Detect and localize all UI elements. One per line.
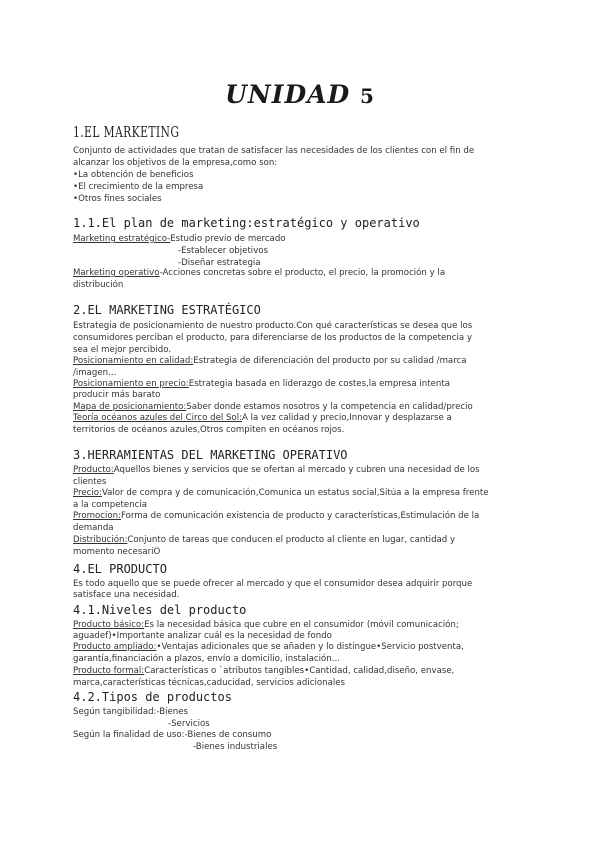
text-line: a la competencia — [73, 500, 147, 510]
text-line — [73, 234, 286, 245]
title-number: 5 — [359, 84, 375, 108]
section-heading-estrategico: 2.EL MARKETING ESTRATÉGICO — [73, 303, 261, 317]
bullet-item: •El crecimiento de la empresa — [73, 182, 204, 192]
bullet-item: •Otros fines sociales — [73, 194, 162, 204]
text-line: Según la finalidad de uso:-Bienes de consumo — [73, 730, 272, 740]
text-line: Conjunto de actividades que tratan de satisfacer las necesidades de los clientes con el fin de — [73, 146, 475, 156]
term-label: Marketing operativo — [73, 268, 160, 278]
definition-text: Saber donde estamos nosotros y la competencia en calidad/precio — [186, 402, 473, 412]
section-heading-tipos: 4.2.Tipos de productos — [73, 690, 232, 704]
text-line — [73, 465, 480, 476]
term-label: Mapa de posicionamiento: — [73, 402, 187, 412]
definition-text: Estrategia de diferenciación del producto por su calidad /marca — [193, 356, 467, 366]
text-line: /imagen... — [73, 368, 117, 378]
definition-text: Valor de compra y de comunicación,Comunica un estatus social,Sitúa a la empresa frente — [101, 488, 489, 498]
term-label: Promocion: — [73, 511, 121, 521]
definition-text: Aquellos bienes y servicios que se ofertan al mercado y cubren una necesidad de los — [113, 465, 480, 475]
text-line — [73, 268, 445, 279]
text-line: satisface una necesidad. — [73, 590, 180, 600]
term-label: Producto formal: — [73, 666, 145, 676]
text-line: Según tangibilidad:-Bienes — [73, 707, 189, 717]
definition-text: Conjunto de tareas que conducen el producto al cliente en lugar, cantidad y — [127, 535, 456, 545]
text-line: alcanzar los objetivos de la empresa,como son: — [73, 158, 278, 168]
term-label: Precio: — [73, 488, 102, 498]
text-line: -Servicios — [168, 719, 210, 729]
text-line: -Diseñar estrategia — [178, 258, 261, 268]
text-line — [73, 642, 464, 653]
term-label: Posicionamiento en precio: — [73, 379, 189, 389]
text-line: Es todo aquello que se puede ofrecer al mercado y que el consumidor desea adquirir porque — [73, 579, 473, 589]
text-line — [73, 535, 455, 546]
definition-text: •Ventajas adicionales que se añaden y lo distingue•Servicio postventa, — [156, 642, 464, 652]
text-line: producir más barato — [73, 390, 161, 400]
page-title — [0, 80, 600, 109]
text-line — [73, 356, 467, 367]
text-line: -Establecer objetivos — [178, 246, 269, 256]
definition-text: Es la necesidad básica que cubre en el consumidor (móvil comunicación; — [144, 620, 459, 630]
section-heading-plan: 1.1.El plan de marketing:estratégico y operativo — [73, 216, 420, 230]
term-label: Producto básico: — [73, 620, 145, 630]
term-label: Distribución: — [73, 535, 128, 545]
text-line: territorios de océanos azules,Otros compiten en océanos rojos. — [73, 425, 345, 435]
bullet-item: •La obtención de beneficios — [73, 170, 194, 180]
definition-text: -Acciones concretas sobre el producto, el precio, la promoción y la — [159, 268, 446, 278]
term-label: Producto: — [73, 465, 114, 475]
text-line: -Bienes industriales — [193, 742, 278, 752]
term-label: Posicionamiento en calidad: — [73, 356, 194, 366]
text-line: garantía,financiación a plazos, envío a domicilio, instalación... — [73, 654, 340, 664]
text-line — [73, 402, 473, 413]
text-line — [73, 511, 479, 522]
text-line: consumidores perciban el producto, para diferenciarse de los productos de la competencia y — [73, 333, 472, 343]
text-line — [73, 666, 454, 677]
definition-text: Características o `atributos tangibles•Cantidad, calidad,diseño, envase, — [144, 666, 455, 676]
term-label: Marketing estratégico- — [73, 234, 171, 244]
text-line — [73, 488, 489, 499]
definition-text: Forma de comunicación existencia de producto y características,Estimulación de la — [120, 511, 480, 521]
text-line: Estrategia de posicionamiento de nuestro producto.Con qué características se desea que los — [73, 321, 473, 331]
text-line: aguadef)•Importante analizar cuál es la necesidad de fondo — [73, 631, 332, 641]
text-line — [73, 620, 459, 631]
term-label: Producto ampliado: — [73, 642, 157, 652]
text-line: clientes — [73, 477, 107, 487]
term-label: Teoría océanos azules del Circo del Sol: — [73, 413, 242, 423]
text-line: momento necesariO — [73, 547, 161, 557]
title-text: UNIDAD — [225, 80, 351, 109]
text-line: sea el mejor percibido. — [73, 345, 172, 355]
text-line: marca,características técnicas,caducidad, servicios adicionales — [73, 678, 345, 688]
definition-text: A la vez calidad y precio,Innovar y desplazarse a — [241, 413, 452, 423]
section-heading-producto: 4.EL PRODUCTO — [73, 562, 167, 576]
definition-text: Estrategia basada en liderazgo de costes,la empresa intenta — [188, 379, 450, 389]
definition-text: Estudio previo de mercado — [170, 234, 286, 244]
text-line: distribución — [73, 280, 124, 290]
section-heading-herramientas: 3.HERRAMIENTAS DEL MARKETING OPERATIVO — [73, 448, 348, 462]
text-line — [73, 379, 450, 390]
text-line — [73, 413, 452, 424]
text-line: demanda — [73, 523, 114, 533]
section-heading-niveles: 4.1.Niveles del producto — [73, 603, 247, 617]
section-heading-marketing: 1.EL MARKETING — [73, 123, 180, 141]
